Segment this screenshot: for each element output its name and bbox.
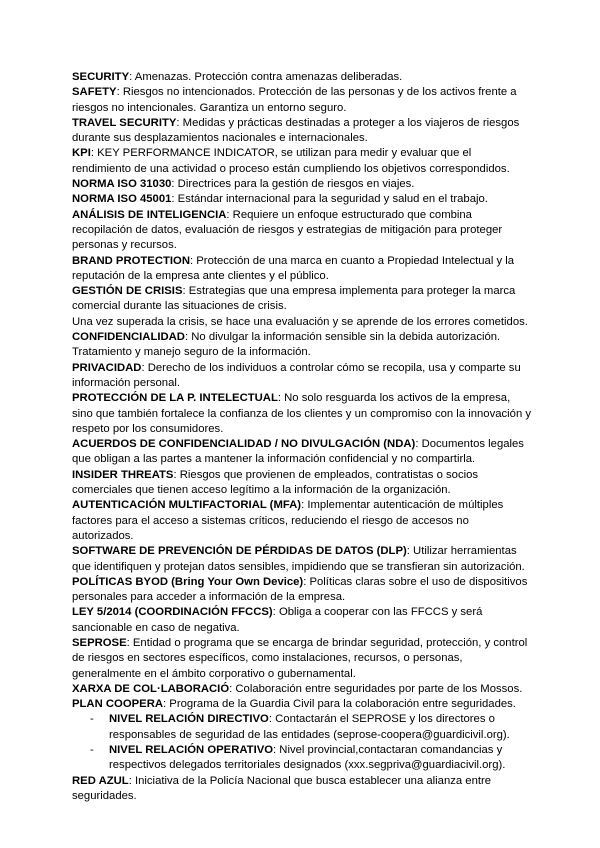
- entry-proteccion-pi: PROTECCIÓN DE LA P. INTELECTUAL: No solo resguarda los activos de la empresa, sino que también fortalece la confianza de los clientes y un compromiso con la innovación y respeto por los consumidores.: [72, 392, 532, 435]
- entry-mfa: AUTENTICACIÓN MULTIFACTORIAL (MFA): Implementar autenticación de múltiples factores para el acceso a sistemas críticos, reduciendo el riesgo de accesos no autorizados.: [72, 499, 504, 542]
- list-item-nivel-operativo: - NIVEL RELACIÓN OPERATIVO: Nivel provincial,contactaran comandancias y respectivos delegados territoriales designados (xxx.segpriva@guardiacivil.org).: [90, 744, 506, 772]
- entry-byod: POLÍTICAS BYOD (Bring Your Own Device): Políticas claras sobre el uso de dispositivos personales para acceder a información de la empresa.: [72, 575, 528, 604]
- entry-gestion-crisis: GESTIÓN DE CRISIS: Estrategias que una empresa implementa para proteger la marca comercial durante las situaciones de crisis.: [72, 285, 516, 313]
- entry-nda: ACUERDOS DE CONFIDENCIALIDAD / NO DIVULGACIÓN (NDA): Documentos legales que obligan a las partes a mantener la información confidencial y no compartirla.: [72, 438, 524, 466]
- entry-plan-coopera: PLAN COOPERA: Programa de la Guardia Civil para la colaboración entre seguridades.: [72, 698, 516, 711]
- entry-travel-security: TRAVEL SECURITY: Medidas y prácticas destinadas a proteger a los viajeros de riesgos durante sus desplazamientos nacionales e internacionales.: [72, 116, 520, 145]
- entry-brand-protection: BRAND PROTECTION: Protección de una marca en cuanto a Propiedad Intelectual y la reputación de la empresa ante clientes y el público.: [72, 254, 515, 282]
- entry-red-azul: RED AZUL: Iniciativa de la Policía Nacional que busca establecer una alianza entre seguridades.: [72, 774, 492, 802]
- entry-xarxa: XARXA DE COL·LABORACIÓ: Colaboración entre seguridades por parte de los Mossos.: [72, 682, 523, 695]
- entry-seprose: SEPROSE: Entidad o programa que se encarga de brindar seguridad, protección, y control de riesgos en sectores específicos, como instalaciones, recursos, o personas, generalmente en el ámbito corporativo o gubernamental.: [72, 636, 528, 680]
- entry-iso-45001: NORMA ISO 45001: Estándar internacional para la seguridad y salud en el trabajo.: [72, 193, 488, 206]
- entry-security: SECURITY: Amenazas. Protección contra amenazas deliberadas.: [72, 71, 403, 83]
- entry-kpi: KPI: KEY PERFORMANCE INDICATOR, se utilizan para medir y evaluar que el rendimiento de una actividad o proceso están cumpliendo los objetivos correspondidos.: [72, 147, 510, 175]
- entry-crisis-note: Una vez superada la crisis, se hace una evaluación y se aprende de los errores cometidos.: [72, 315, 528, 328]
- plan-coopera-sublist: [72, 712, 532, 773]
- document-page: [72, 70, 532, 804]
- entry-ley-5-2014: LEY 5/2014 (COORDINACIÓN FFCCS): Obliga a cooperar con las FFCCS y será sancionable en caso de negativa.: [72, 606, 483, 634]
- entry-iso-31030: NORMA ISO 31030: Directrices para la gestión de riesgos en viajes.: [72, 178, 415, 191]
- entry-privacidad: PRIVACIDAD: Derecho de los individuos a controlar cómo se recopila, usa y comparte su información personal.: [72, 361, 521, 389]
- entry-analisis-inteligencia: ANÁLISIS DE INTELIGENCIA: Requiere un enfoque estructurado que combina recopilación de datos, evaluación de riesgos y estrategias de mitigación para proteger personas y recursos.: [72, 208, 503, 252]
- entry-dlp: SOFTWARE DE PREVENCIÓN DE PÉRDIDAS DE DATOS (DLP): Utilizar herramientas que identifiquen y protejan datos sensibles, impidiendo que se transfieran sin autorización.: [72, 545, 525, 573]
- entry-safety: SAFETY: Riesgos no intencionados. Protección de las personas y de los activos frente a riesgos no intencionales. Garantiza un entorno seguro.: [72, 86, 517, 114]
- entry-confidencialidad: CONFIDENCIALIDAD: No divulgar la información sensible sin la debida autorización. Tratamiento y manejo seguro de la información.: [72, 331, 501, 359]
- list-item-nivel-directivo: - NIVEL RELACIÓN DIRECTIVO: Contactarán el SEPROSE y los directores o responsables de seguridad de las entidades (seprose-coopera@guardicivil.org).: [90, 713, 510, 741]
- entry-insider-threats: INSIDER THREATS: Riesgos que provienen de empleados, contratistas o socios comerciales que tienen acceso legítimo a la información de la organización.: [72, 468, 479, 497]
